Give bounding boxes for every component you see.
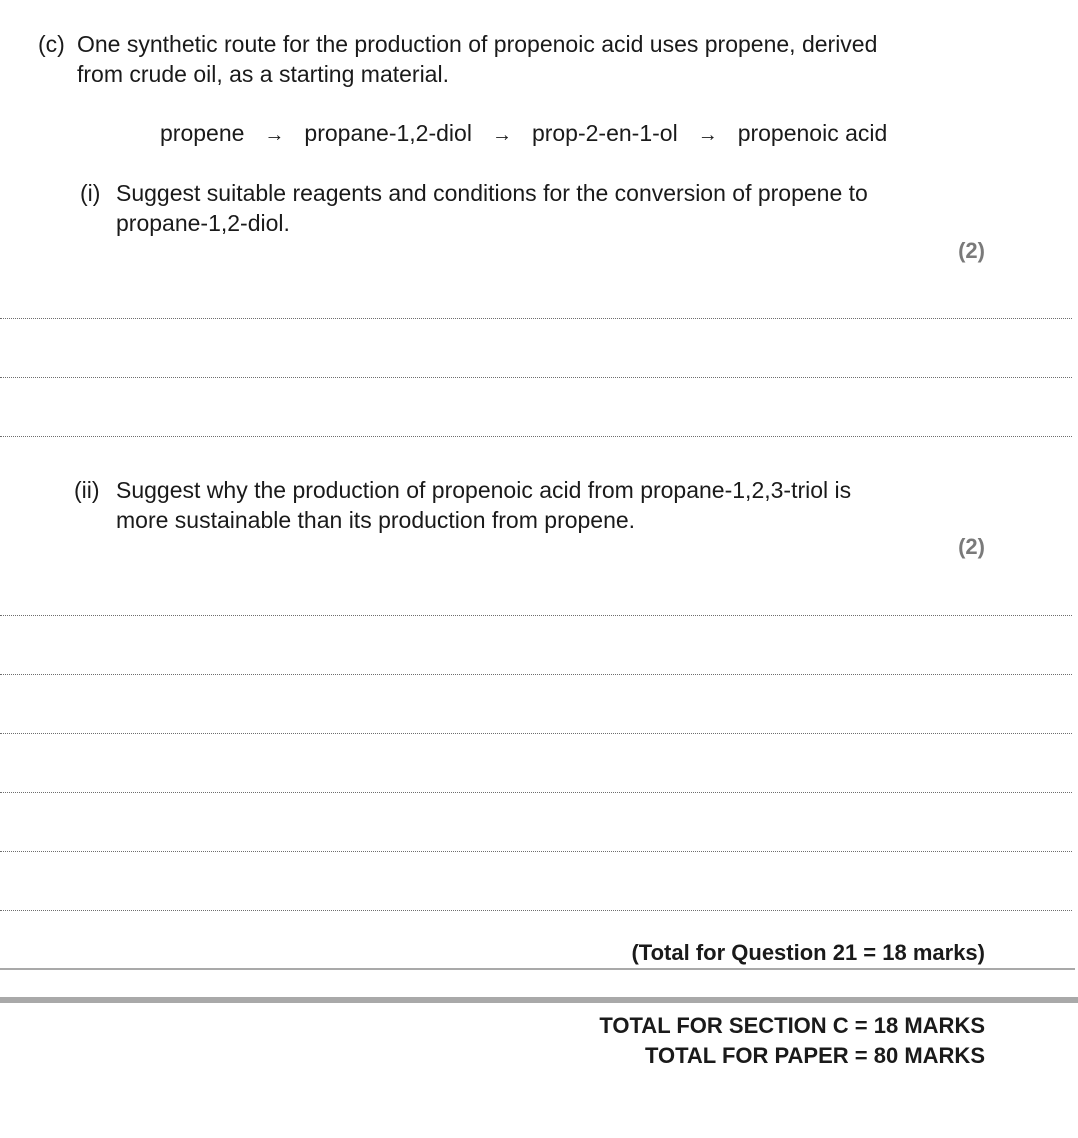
part-ii-marks: (2) [958, 534, 985, 559]
answer-line[interactable] [0, 851, 1072, 852]
answer-line[interactable] [0, 910, 1072, 911]
scheme-step-propenol: prop-2-en-1-ol [531, 120, 678, 146]
answer-line[interactable] [0, 436, 1072, 437]
part-ii-text-line2: more sustainable than its production from propene. [116, 507, 636, 533]
part-ii-label: (ii) [74, 477, 100, 503]
right-arrow-icon: → [264, 124, 285, 146]
answer-line[interactable] [0, 674, 1072, 675]
right-arrow-icon: → [697, 124, 718, 146]
part-i-label: (i) [80, 180, 101, 206]
answer-line[interactable] [0, 792, 1072, 793]
answer-line[interactable] [0, 377, 1072, 378]
divider [0, 968, 1075, 970]
question-total: (Total for Question 21 = 18 marks) [631, 940, 985, 965]
reaction-scheme [160, 118, 887, 150]
part-ii-text-line1: Suggest why the production of propenoic acid from propane-1,2,3-triol is [116, 477, 852, 503]
scheme-step-propenoic-acid: propenoic acid [737, 120, 888, 146]
scheme-step-propene: propene [160, 120, 245, 146]
divider-thick [0, 997, 1078, 1003]
answer-line[interactable] [0, 318, 1072, 319]
right-arrow-icon: → [491, 124, 512, 146]
answer-line[interactable] [0, 615, 1072, 616]
answer-line[interactable] [0, 733, 1072, 734]
part-c-label: (c) [38, 31, 65, 57]
scheme-step-propane-diol: propane-1,2-diol [304, 120, 472, 146]
part-i-marks: (2) [958, 238, 985, 263]
part-i-text-line1: Suggest suitable reagents and conditions for the conversion of propene to [116, 180, 868, 206]
section-total: TOTAL FOR SECTION C = 18 MARKS [599, 1013, 985, 1038]
part-c-text-line1: One synthetic route for the production of propenoic acid uses propene, derived [77, 31, 878, 57]
paper-total: TOTAL FOR PAPER = 80 MARKS [644, 1043, 985, 1068]
part-i-text-line2: propane-1,2-diol. [116, 210, 290, 236]
part-c-text-line2: from crude oil, as a starting material. [77, 61, 449, 87]
